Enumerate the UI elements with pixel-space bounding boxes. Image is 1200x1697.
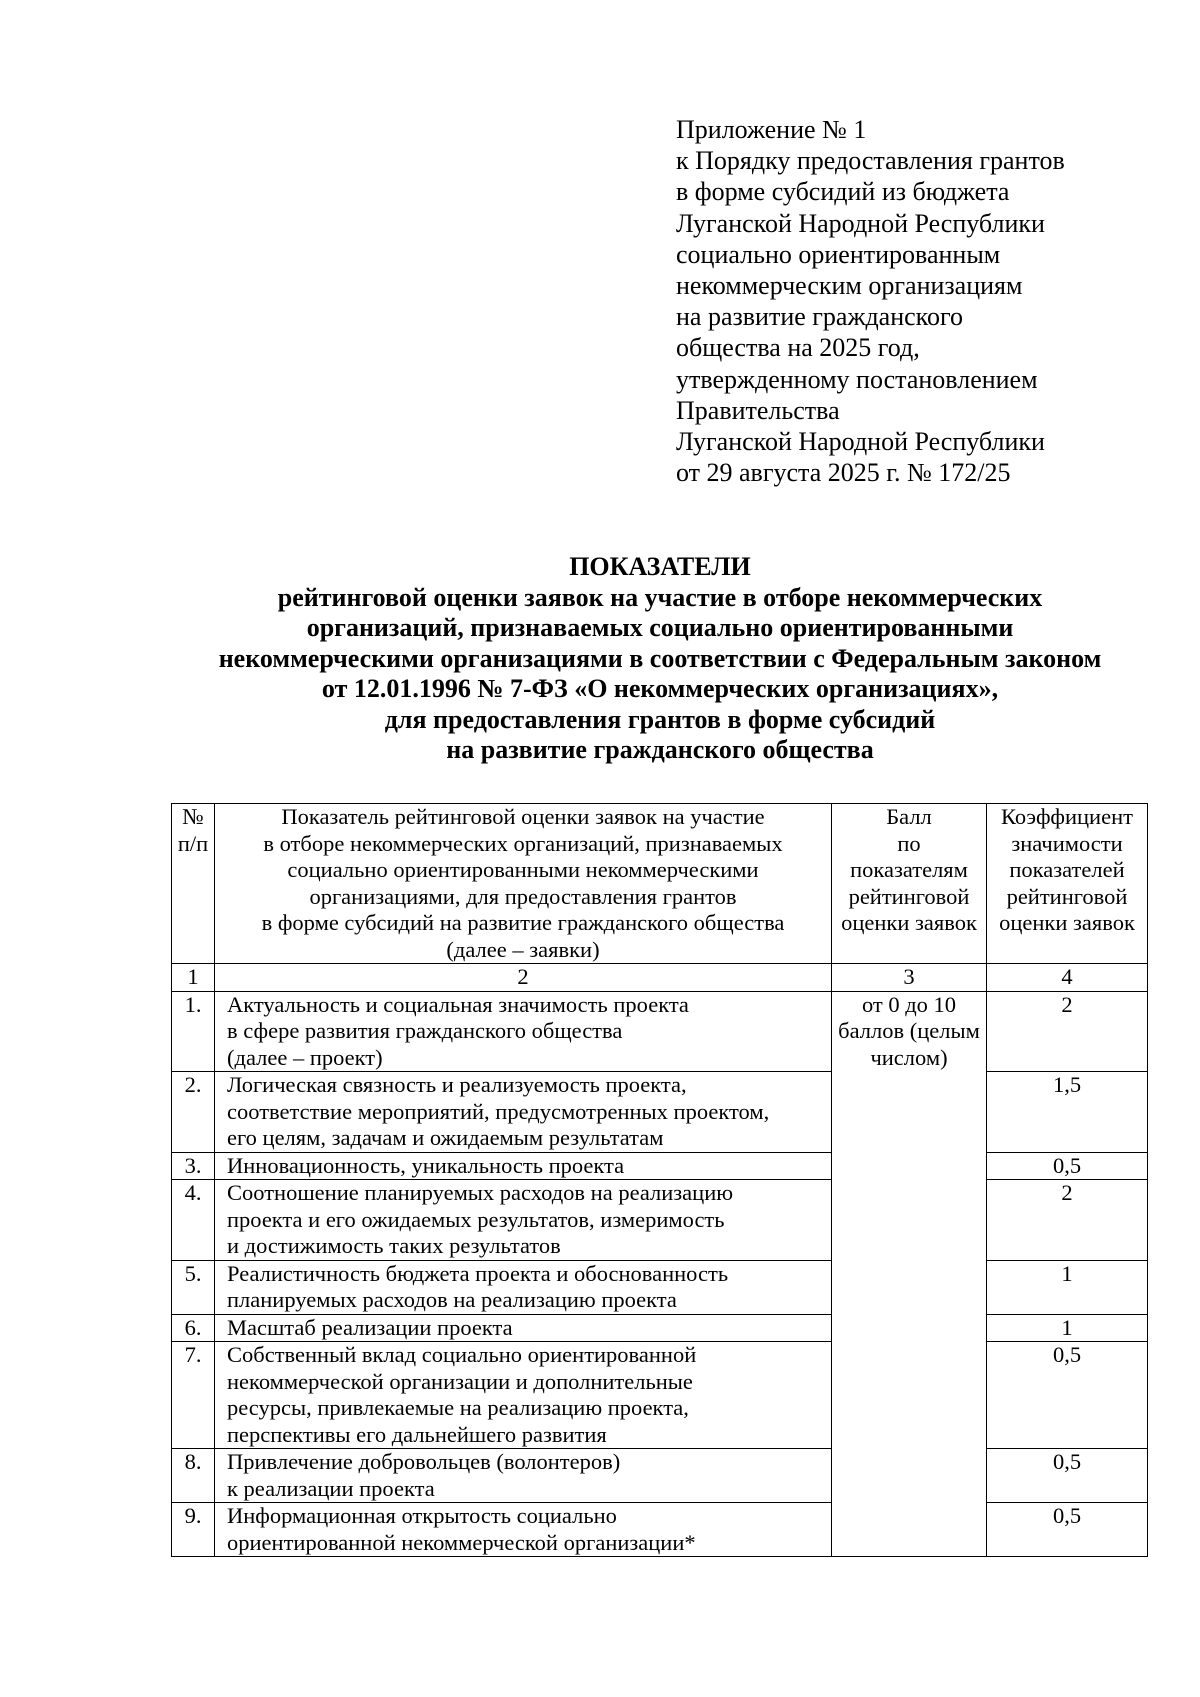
row-indicator-line: Информационная открытость социально xyxy=(227,1503,617,1528)
title-line: организаций, признаваемых социально ориентированными xyxy=(306,613,1014,642)
row-indicator-line: Собственный вклад социально ориентированной xyxy=(227,1342,697,1367)
row-num: 2. xyxy=(172,1072,215,1153)
row-num: 7. xyxy=(172,1342,215,1449)
header-indicator-line: организациями, для предоставления грантов xyxy=(309,883,737,909)
row-num: 9. xyxy=(172,1503,215,1557)
approval-line: Правительства xyxy=(676,395,840,425)
row-indicator xyxy=(215,1260,832,1314)
row-indicator xyxy=(215,1342,832,1449)
row-indicator-line: и достижимость таких результатов xyxy=(227,1233,561,1258)
row-indicator-line: проекта и его ожидаемых результатов, измеримость xyxy=(227,1206,725,1232)
header-score-line: показателям xyxy=(850,857,968,882)
column-number: 4 xyxy=(987,964,1148,992)
title-line: на развитие гражданского общества xyxy=(446,735,874,764)
document-title xyxy=(160,552,1160,766)
row-coef: 0,5 xyxy=(987,1449,1148,1503)
title-line: для предоставления грантов в форме субсидий xyxy=(384,704,936,734)
header-num-line: № xyxy=(182,804,204,829)
row-indicator-line: ориентированной некоммерческой организации* xyxy=(227,1529,696,1555)
table-row xyxy=(172,1072,1148,1153)
row-coef: 1 xyxy=(987,1314,1148,1342)
title-line: некоммерческими организациями в соответствии с Федеральным законом xyxy=(218,643,1102,673)
header-coef-line: показателей xyxy=(1009,857,1125,882)
row-indicator-line: Инновационность, уникальность проекта xyxy=(227,1152,625,1178)
header-score-line: оценки заявок xyxy=(841,910,977,935)
row-coef: 0,5 xyxy=(987,1152,1148,1180)
table-row xyxy=(172,1342,1148,1449)
row-indicator-line: Соотношение планируемых расходов на реализацию xyxy=(227,1180,734,1205)
row-indicator xyxy=(215,1503,832,1557)
column-number: 2 xyxy=(215,964,832,992)
title-line: от 12.01.1996 № 7-ФЗ «О некоммерческих организациях», xyxy=(321,674,999,703)
approval-line: Луганской Народной Республики xyxy=(676,208,1045,238)
header-coef-line: Коэффициент xyxy=(1001,804,1133,829)
header-num-line: п/п xyxy=(177,830,209,856)
header-score-line: по xyxy=(897,830,921,856)
table-row xyxy=(172,1260,1148,1314)
table-row xyxy=(172,1314,1148,1342)
approval-line: от 29 августа 2025 г. № 172/25 xyxy=(676,458,1011,488)
score-range-line: баллов (целым xyxy=(838,1018,980,1043)
score-range-line: от 0 до 10 xyxy=(861,991,957,1017)
table-row xyxy=(172,1449,1148,1503)
row-num: 3. xyxy=(172,1152,215,1180)
approval-line: Луганской Народной Республики xyxy=(676,427,1045,457)
header-indicator-line: (далее – заявки) xyxy=(446,936,600,962)
header-indicator-line: в отборе некоммерческих организаций, признаваемых xyxy=(263,830,783,856)
row-indicator-line: (далее – проект) xyxy=(227,1044,383,1070)
row-indicator-line: Масштаб реализации проекта xyxy=(227,1314,513,1340)
table-row xyxy=(172,1152,1148,1180)
ratings-table xyxy=(171,803,1148,1557)
row-coef: 2 xyxy=(987,991,1148,1072)
row-num: 5. xyxy=(172,1260,215,1314)
approval-line: в форме субсидий из бюджета xyxy=(676,177,1010,207)
row-indicator-line: соответствие мероприятий, предусмотренных проектом, xyxy=(227,1098,770,1124)
row-indicator-line: перспективы его дальнейшего развития xyxy=(227,1421,607,1447)
score-range-cell xyxy=(832,991,987,1557)
approval-line: Приложение № 1 xyxy=(676,115,867,144)
row-indicator xyxy=(215,1314,832,1342)
row-indicator-line: Реалистичность бюджета проекта и обоснованность xyxy=(227,1260,729,1286)
approval-line: общества на 2025 год, xyxy=(676,333,920,363)
title-heading: ПОКАЗАТЕЛИ xyxy=(569,552,751,581)
approval-line: утвержденному постановлением xyxy=(676,364,1038,394)
header-coef-line: значимости xyxy=(1011,830,1123,856)
row-indicator-line: Привлечение добровольцев (волонтеров) xyxy=(227,1449,621,1474)
row-indicator-line: к реализации проекта xyxy=(227,1475,435,1501)
header-score-line: Балл xyxy=(886,804,932,829)
score-range-line: числом) xyxy=(870,1044,948,1070)
row-num: 1. xyxy=(172,991,215,1072)
row-num: 6. xyxy=(172,1314,215,1342)
header-num xyxy=(172,804,215,964)
row-num: 4. xyxy=(172,1180,215,1261)
approval-block xyxy=(676,114,1176,488)
row-indicator xyxy=(215,991,832,1072)
row-indicator-line: некоммерческой организации и дополнительные xyxy=(227,1368,693,1394)
row-coef: 1 xyxy=(987,1260,1148,1314)
row-coef: 0,5 xyxy=(987,1342,1148,1449)
row-num: 8. xyxy=(172,1449,215,1503)
table-row xyxy=(172,1503,1148,1557)
header-indicator xyxy=(215,804,832,964)
row-indicator-line: ресурсы, привлекаемые на реализацию проекта, xyxy=(227,1395,689,1420)
table-row xyxy=(172,991,1148,1072)
header-score-line: рейтинговой xyxy=(848,883,970,909)
row-indicator xyxy=(215,1449,832,1503)
header-coef-line: оценки заявок xyxy=(999,910,1135,935)
row-indicator-line: планируемых расходов на реализацию проекта xyxy=(227,1287,677,1312)
row-coef: 2 xyxy=(987,1180,1148,1261)
row-coef: 0,5 xyxy=(987,1503,1148,1557)
header-indicator-line: социально ориентированными некоммерческими xyxy=(287,857,759,882)
column-number: 3 xyxy=(832,964,987,992)
row-indicator xyxy=(215,1072,832,1153)
header-coef-line: рейтинговой xyxy=(1006,883,1128,909)
table-header-row xyxy=(172,804,1148,964)
row-indicator-line: его целям, задачам и ожидаемым результатам xyxy=(227,1125,664,1150)
approval-line: на развитие гражданского xyxy=(676,302,963,332)
header-indicator-line: в форме субсидий на развитие гражданского общества xyxy=(261,910,785,935)
column-number: 1 xyxy=(172,964,215,992)
approval-line: социально ориентированным xyxy=(676,239,1001,269)
header-score xyxy=(832,804,987,964)
row-indicator-line: Логическая связность и реализуемость проекта, xyxy=(227,1072,687,1097)
header-coef xyxy=(987,804,1148,964)
row-indicator-line: в сфере развития гражданского общества xyxy=(227,1018,623,1043)
approval-line: к Порядку предоставления грантов xyxy=(676,146,1065,176)
title-line: рейтинговой оценки заявок на участие в отборе некоммерческих xyxy=(277,582,1043,612)
row-indicator-line: Актуальность и социальная значимость проекта xyxy=(227,991,689,1017)
header-indicator-line: Показатель рейтинговой оценки заявок на участие xyxy=(281,804,765,829)
row-indicator xyxy=(215,1180,832,1261)
column-number-row xyxy=(172,964,1148,992)
row-indicator xyxy=(215,1152,832,1180)
table-row xyxy=(172,1180,1148,1261)
row-coef: 1,5 xyxy=(987,1072,1148,1153)
approval-line: некоммерческим организациям xyxy=(676,271,1023,301)
